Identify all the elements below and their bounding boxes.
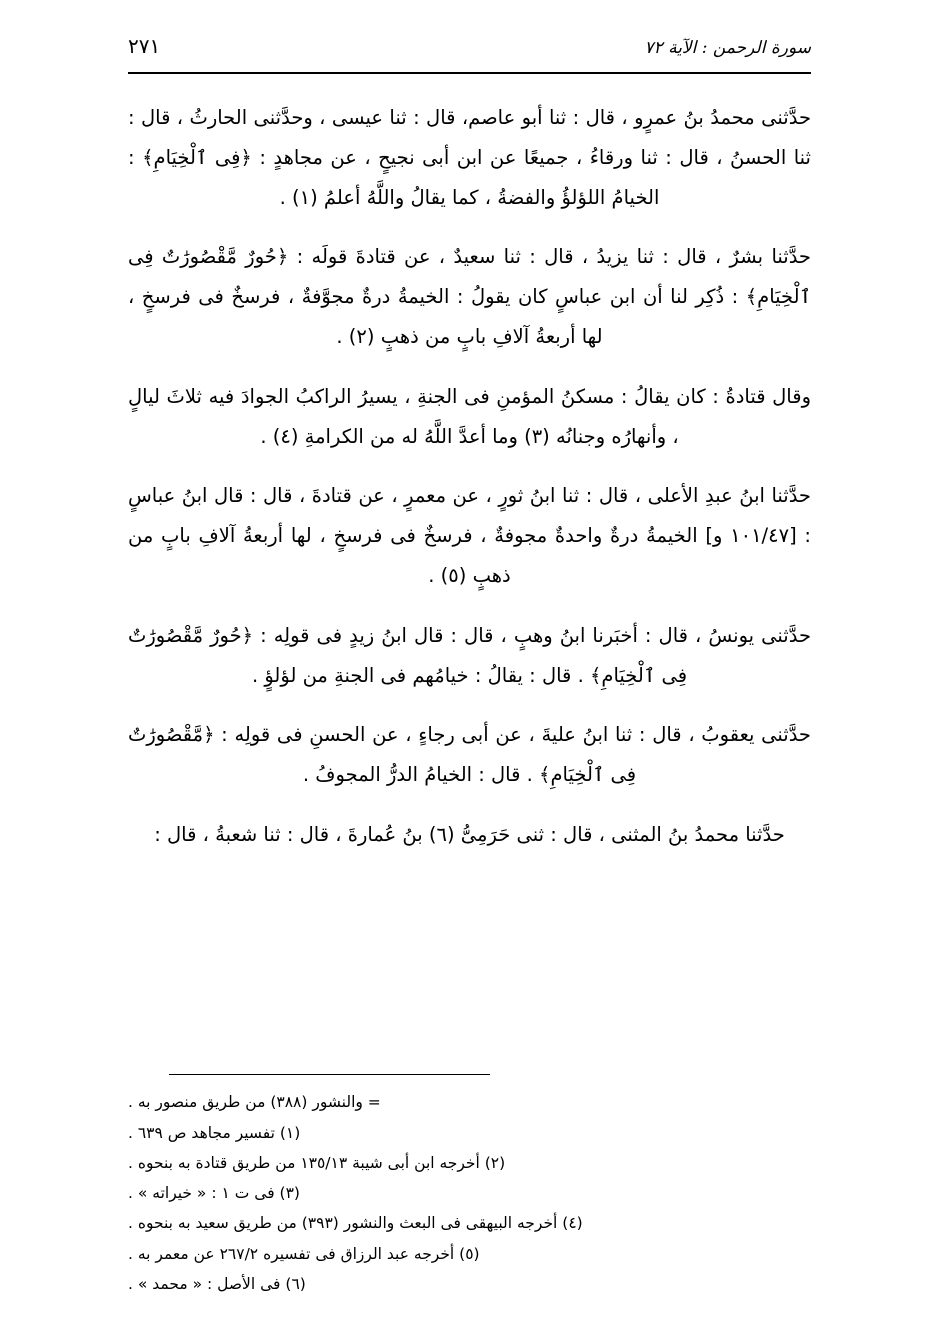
paragraph: حدَّثنا محمدُ بنُ المثنى ، قال : ثنى حَرَمِىُّ (٦) بنُ عُمارةَ ، قال : ثنا شعبةُ ، قال : <box>154 822 785 846</box>
header-rule <box>128 72 811 74</box>
footnote-item: (٤) أخرجه البيهقى فى البعث والنشور (٣٩٣) من طريق سعيد به بنحوه . <box>128 1214 583 1233</box>
footnote-item: (٣) فى ت ١ : « خيراته » . <box>128 1184 300 1203</box>
footnote-item: = والنشور (٣٨٨) من طريق منصور به . <box>128 1093 381 1112</box>
paragraph: حدَّثنى يعقوبُ ، قال : ثنا ابنُ عليةَ ، عن أبى رجاءٍ ، عن الحسنِ فى قولِه : ﴿مَّقْصُورَٰتٌ فِى ٱلْخِيَامِ﴾ . قال : الخيامُ الدرُّ المجوفُ . <box>128 723 811 787</box>
footnote-separator-rule <box>169 1074 490 1075</box>
footnote-item: (٢) أخرجه ابن أبى شيبة ١٣٥/١٣ من طريق قتادة به بنحوه . <box>128 1153 506 1172</box>
footnotes-section <box>128 1074 811 1299</box>
footnote-item: (٦) فى الأصل : « محمد » . <box>128 1274 306 1293</box>
paragraph: حدَّثنا ابنُ عبدِ الأعلى ، قال : ثنا ابنُ ثورٍ ، عن معمرٍ ، عن قتادةَ ، قال : قال ابنُ عباسٍ : [١٠١/٤٧ و] الخيمةُ درةٌ واحدةٌ مجوفةٌ ، فرسخٌ فى فرسخٍ ، لها أربعةُ آلافِ بابٍ من ذهبٍ (٥) . <box>128 484 811 588</box>
footnote-list <box>128 1087 811 1299</box>
page-header <box>128 34 811 58</box>
footnote-item: (٥) أخرجه عبد الرزاق فى تفسيره ٢٦٧/٢ عن معمر به . <box>128 1244 480 1263</box>
body-text <box>128 98 811 855</box>
paragraph: وقال قتادةُ : كان يقالُ : مسكنُ المؤمنِ فى الجنةِ ، يسيرُ الراكبُ الجوادَ فيه ثلاثَ ليالٍ ، وأنهارُه وجنانُه (٣) وما أعدَّ اللَّهُ له من الكرامةِ (٤) . <box>128 384 811 448</box>
paragraph: حدَّثنى محمدُ بنُ عمرٍو ، قال : ثنا أبو عاصم، قال : ثنا عيسى ، وحدَّثنى الحارثُ ، قال : ثنا الحسنُ ، قال : ثنا ورقاءُ ، جميعًا عن ابن أبى نجيحٍ ، عن مجاهدٍ : ﴿فِى ٱلْخِيَامِ﴾ : الخيامُ اللؤلؤُ والفضةُ ، كما يقالُ واللَّهُ أعلمُ (١) . <box>128 106 811 209</box>
footnote-item: (١) تفسير مجاهد ص ٦٣٩ . <box>128 1123 301 1142</box>
paragraph: حدَّثنى يونسُ ، قال : أخبَرنا ابنُ وهبٍ ، قال : قال ابنُ زيدٍ فى قولِه : ﴿حُورٌ مَّقْصُورَٰتٌ فِى ٱلْخِيَامِ﴾ . قال : يقالُ : خيامُهم فى الجنةِ من لؤلؤٍ . <box>128 623 811 687</box>
page-number: ٢٧١ <box>128 34 161 58</box>
paragraph: حدَّثنا بشرٌ ، قال : ثنا يزيدُ ، قال : ثنا سعيدٌ ، عن قتادةَ قولَه : ﴿حُورٌ مَّقْصُورَٰتٌ فِى ٱلْخِيَامِ﴾ : ذُكِر لنا أن ابن عباسٍ كان يقولُ : الخيمةُ درةٌ مجوَّفةٌ ، فرسخٌ فى فرسخٍ ، لها أربعةُ آلافِ بابٍ من ذهبٍ (٢) . <box>128 245 811 349</box>
running-title: سورة الرحمن : الآية ٧٢ <box>644 38 811 58</box>
